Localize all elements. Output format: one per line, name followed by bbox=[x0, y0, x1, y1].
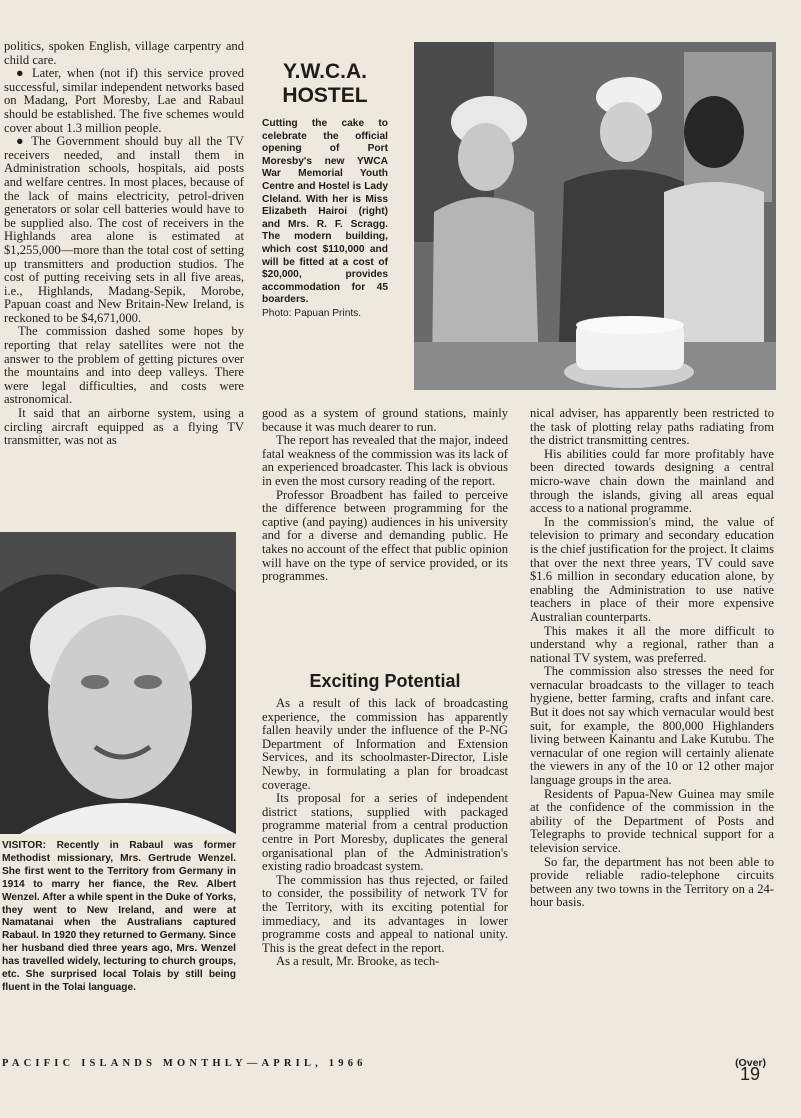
paragraph: As a result, Mr. Brooke, as tech- bbox=[276, 954, 440, 969]
footer-publication: PACIFIC ISLANDS MONTHLY—APRIL, 1966 bbox=[2, 1058, 367, 1069]
paragraph: The commission also stresses the need for vernacular broadcasts to the villager to teach hygiene, better farming, crafts and infant care. But it does not say which vernacular would best suit, for example, the 800,000 Highlanders living between Kainantu and Lake Kutubu. The vernacular of one region will certainly alienate the viewers in any of the 10 or 12 other major language groups in the area. bbox=[530, 664, 774, 788]
ywca-photo-credit: Photo: Papuan Prints. bbox=[262, 307, 362, 319]
paragraph: So far, the department has not been able to provide reliable radio-telephone circuits between any two towns in the Territory on a 24-hour basis. bbox=[530, 854, 774, 910]
paragraph: It said that an airborne system, using a circling aircraft equipped as a flying TV transmitter, was not as bbox=[4, 406, 244, 448]
paragraph: This makes it all the more difficult to understand why a regional, rather than a national TV system, was preferred. bbox=[530, 623, 774, 665]
visitor-caption: VISITOR: Recently in Rabaul was former Methodist missionary, Mrs. Gertrude Wenzel. She first went to the Territory from Germany in 1914 to marry her fiance, the Rev. Albert Wenzel. After a while spent in the Duke of Yorks, they went to New Ireland, and were at Namatanai when the Australians captured Rabaul. In 1920 they returned to Germany. Since her husband died three years ago, Mrs. Wenzel has travelled widely, lecturing to church groups, etc. She surprised local Tolais by still being fluent in the Tolai language. bbox=[2, 840, 236, 993]
paragraph: The commission has thus rejected, or failed to consider, the possibility of network TV for the Territory, with its exciting potential for immediacy, and its advantages in lower programme costs and appeal to national unity. This is the great defect in the report. bbox=[262, 872, 508, 955]
column-3 bbox=[530, 407, 774, 910]
over-label: (Over) bbox=[735, 1057, 766, 1069]
paragraph: nical adviser, has apparently been restricted to the task of plotting relay paths radiating from the district transmitting centres. bbox=[530, 406, 774, 448]
paragraph: As a result of this lack of broadcasting experience, the commission has apparently fallen heavily under the influence of the P-NG Department of Information and Extension Services, and its schoolmaster-Director, Lisle Newby, in formulating a plan for broadcast coverage. bbox=[262, 696, 508, 792]
paragraph: ● The Government should buy all the TV receivers needed, and install them in Administration schools, hospitals, aid posts and welfare centres. In most places, because of the lack of mains electricity, petrol-driven generators or solar cell batteries would have to be supplied also. The cost of receivers in the Highlands area alone is estimated at $1,255,000—more than the total cost of setting up transmitters and production studios. The cost of putting receiving sets in all five areas, i.e., Highlands, Madang-Sepik, Morobe, Papuan coast and New Britain-New Ireland, is reckoned to be $4,671,000. bbox=[4, 134, 244, 325]
paragraph: The commission dashed some hopes by reporting that relay satellites were not the answer to the problem of getting pictures over the mountains and into deep valleys. There were legal difficulties, and costs were astronomical. bbox=[4, 324, 244, 407]
ywca-caption-block bbox=[262, 60, 388, 320]
ywca-photo bbox=[414, 42, 776, 390]
ywca-photo-image bbox=[414, 42, 776, 390]
column-1-top bbox=[4, 40, 244, 448]
paragraph: His abilities could far more profitably have been directed towards designing a central micro-wave chain down the mainland and through the islands, giving all areas equal access to a national programme. bbox=[530, 446, 774, 516]
column-2-bottom bbox=[262, 697, 508, 969]
column-2-top bbox=[262, 407, 508, 584]
ywca-caption: Cutting the cake to celebrate the official opening of Port Moresby's new YWCA War Memorial Youth Centre and Hostel is Lady Cleland. With her is Miss Elizabeth Hairoi (right) and Mrs. R. F. Scragg. The modern building, which cost $110,000 and will be fitted at a cost of $20,000, provides accommodation for 45 boarders. bbox=[262, 118, 388, 306]
paragraph: The report has revealed that the major, indeed fatal weakness of the commission was its lack of an experienced broadcaster. This lack is obvious in even the most cursory reading of the report. bbox=[262, 433, 508, 488]
visitor-photo-image bbox=[0, 532, 236, 834]
ywca-title-line1: Y.W.C.A. bbox=[282, 60, 367, 83]
paragraph: Residents of Papua-New Guinea may smile at the confidence of the commission in the ability of the Department of Posts and Telegraphs to provide technical support for a television service. bbox=[530, 786, 774, 855]
page-number: 19 bbox=[740, 1064, 761, 1084]
visitor-photo bbox=[0, 532, 236, 834]
paragraph: Its proposal for a series of independent district stations, supplied with packaged programme material from a central production centre in Port Moresby, duplicates the general organisational plan of the Administration's existing radio broadcast system. bbox=[262, 791, 508, 874]
paragraph: Professor Broadbent has failed to perceive the difference between programming for the captive (and paying) audiences in his university and for a diverse and demanding public. He takes no account of the effect that public opinion will have on the type of service provided, or its programmes. bbox=[262, 487, 508, 584]
paragraph: In the commission's mind, the value of television to primary and secondary education is the chief justification for the project. It claims that over the next three years, TV could save $1.6 million in secondary education alone, by enabling the Administration to use native teachers in place of their more expensive Australian counterparts. bbox=[530, 514, 774, 624]
paragraph: politics, spoken English, village carpentry and child care. bbox=[4, 39, 244, 67]
paragraph: ● Later, when (not if) this service proved successful, similar independent networks based on Madang, Port Moresby, Lae and Rabaul should be established. The five schemes would cover about 1.3 million people. bbox=[4, 66, 244, 135]
ywca-title-line2: HOSTEL bbox=[282, 84, 368, 107]
subhead-exciting-potential: Exciting Potential bbox=[309, 671, 461, 691]
paragraph: good as a system of ground stations, mainly because it was much dearer to run. bbox=[262, 406, 508, 434]
